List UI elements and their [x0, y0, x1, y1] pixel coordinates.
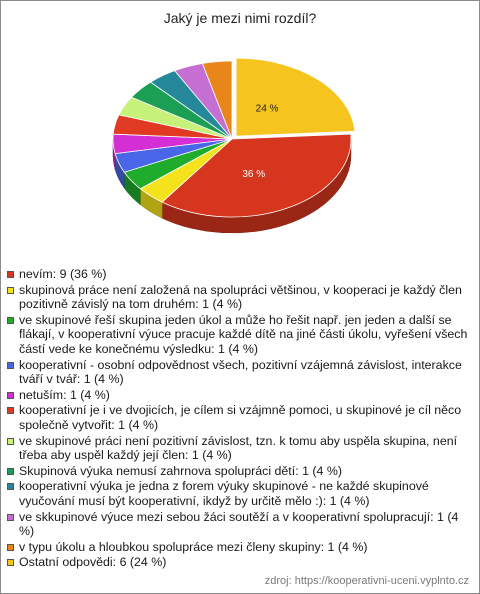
legend-item	[7, 313, 473, 357]
chart-legend	[7, 267, 473, 571]
legend-swatch	[7, 407, 14, 414]
legend-label: ve skupinové práci není pozitivní závislost, tzn. k tomu aby uspěla skupina, není třeba aby uspěl každý její člen: 1 (4 %)	[19, 433, 458, 463]
legend-item	[7, 358, 473, 387]
legend-swatch	[7, 438, 14, 445]
legend-item	[7, 434, 473, 463]
legend-item	[7, 464, 473, 479]
legend-swatch	[7, 271, 14, 278]
chart-title: Jaký je mezi nimi rozdíl?	[163, 10, 317, 26]
legend-item	[7, 540, 473, 555]
legend-label: Ostatní odpovědi: 6 (24 %)	[19, 555, 167, 570]
pie-data-label-11: 24 %	[255, 103, 279, 115]
legend-label: v typu úkolu a hloubkou spolupráce mezi členy skupiny: 1 (4 %)	[19, 539, 368, 554]
legend-label: kooperativní - osobní odpovědnost všech, pozitivní vzájemná závislost, interakce tváří v tvář: 1 (4 %)	[19, 357, 462, 387]
legend-swatch	[7, 317, 14, 324]
legend-swatch	[7, 483, 14, 490]
legend-label: nevím: 9 (36 %)	[19, 267, 107, 281]
legend-item	[7, 479, 473, 508]
pie-chart	[1, 1, 479, 263]
legend-item	[7, 388, 473, 403]
legend-item	[7, 267, 473, 282]
legend-label: ve skkupinové výuce mezi sebou žáci soutěží a v kooperativní spolupracují: 1 (4 %)	[19, 509, 459, 539]
legend-swatch	[7, 468, 14, 475]
legend-swatch	[7, 514, 14, 521]
legend-item	[7, 510, 473, 539]
legend-label: skupinová práce není založená na spolupráci většinou, v kooperaci je každý člen pozitivně závislý na tom druhém: 1 (4 %)	[19, 282, 462, 312]
legend-item	[7, 403, 473, 432]
legend-label: netuším: 1 (4 %)	[19, 387, 110, 402]
legend-swatch	[7, 362, 14, 369]
legend-label: ve skupinové řeší skupina jeden úkol a může ho řešit např. jen jeden a další se flákají, v kooperativní výuce pracuje každé dítě na jiné části úkolu, vyřešení všech částí vede ke konečnému výsledku: 1 (4 %)	[19, 312, 468, 356]
legend-swatch	[7, 559, 14, 566]
legend-item	[7, 283, 473, 312]
source-note: zdroj: https://kooperativni-uceni.vyplnto.cz	[264, 575, 469, 587]
pie-data-label-0: 36 %	[242, 169, 266, 181]
legend-swatch	[7, 287, 14, 294]
legend-item	[7, 555, 473, 570]
legend-label: kooperativní je i ve dvojicích, je cílem si vzájmně pomoci, u skupinové je cíl něco společně vytvořit: 1 (4 %)	[19, 403, 462, 432]
legend-swatch	[7, 544, 14, 551]
legend-label: kooperativní výuka je jedna z forem výuky skupinové - ne každé skupinové vyučování musí být kooperativní, ikdyž by určitě mělo :): 1 (4 %)	[19, 479, 429, 508]
legend-swatch	[7, 392, 14, 399]
pie-slice-11	[236, 58, 355, 136]
legend-label: Skupinová výuka nemusí zahrnova spolupráci dětí: 1 (4 %)	[19, 463, 343, 478]
